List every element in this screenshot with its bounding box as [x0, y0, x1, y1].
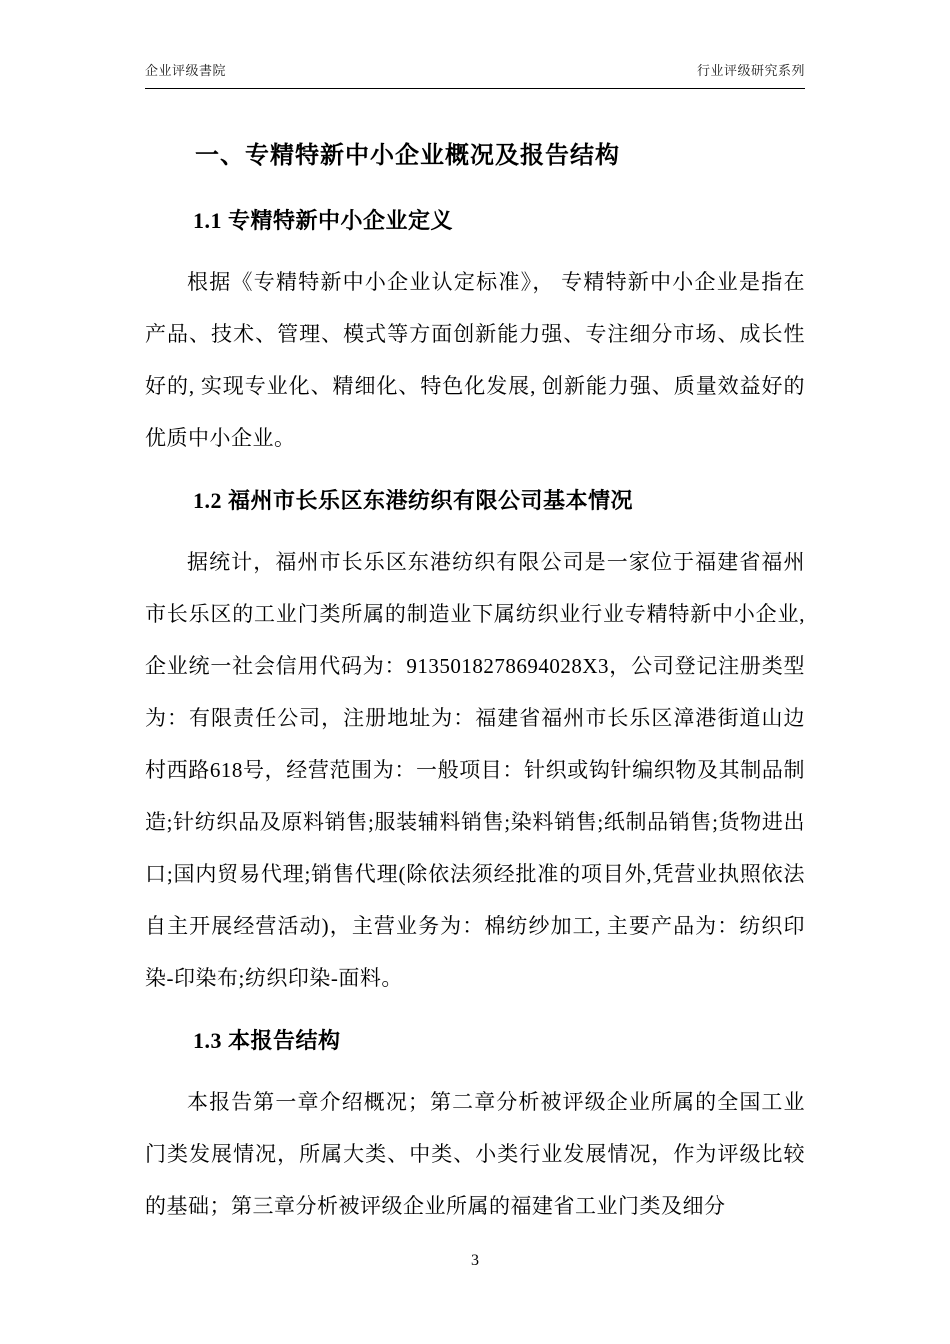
chapter-title: 一、专精特新中小企业概况及报告结构: [195, 143, 620, 169]
page-number: 3: [471, 1252, 479, 1269]
header-right-text: 行业评级研究系列: [696, 63, 805, 78]
page-footer: [0, 1252, 950, 1270]
paragraph-1-1: 根据《专精特新中小企业认定标准》， 专精特新中小企业是指在产品、技术、管理、模式等方面创新能力强、专注细分市场、成长性好的, 实现专业化、精细化、特色化发展, 创新能力强、质量效益好的优质中小企业。: [145, 270, 805, 450]
document-body: [145, 90, 805, 1232]
header-left-text: 企业评级書院: [145, 63, 227, 78]
paragraph-1-3: 本报告第一章介绍概况；第二章分析被评级企业所属的全国工业门类发展情况，所属大类、中类、小类行业发展情况，作为评级比较的基础；第三章分析被评级企业所属的福建省工业门类及细分: [145, 1090, 805, 1218]
section-title-1-1: 1.1 专精特新中小企业定义: [193, 208, 454, 233]
paragraph-1-2: 据统计，福州市长乐区东港纺织有限公司是一家位于福建省福州市长乐区的工业门类所属的制造业下属纺织业行业专精特新中小企业,企业统一社会信用代码为：9135018278694028X3，公司登记注册类型为：有限责任公司，注册地址为：福建省福州市长乐区漳港街道山边村西路618号，经营范围为：一般项目：针织或钩针编织物及其制品制造;针纺织品及原料销售;服装辅料销售;染料销售;纸制品销售;货物进出口;国内贸易代理;销售代理(除依法须经批准的项目外,凭营业执照依法自主开展经营活动)，主营业务为：棉纺纱加工, 主要产品为：纺织印染-印染布;纺织印染-面料。: [145, 550, 805, 990]
section-title-1-3: 1.3 本报告结构: [193, 1028, 341, 1053]
section-title-1-2: 1.2 福州市长乐区东港纺织有限公司基本情况: [193, 488, 634, 513]
page-header: [145, 60, 805, 89]
